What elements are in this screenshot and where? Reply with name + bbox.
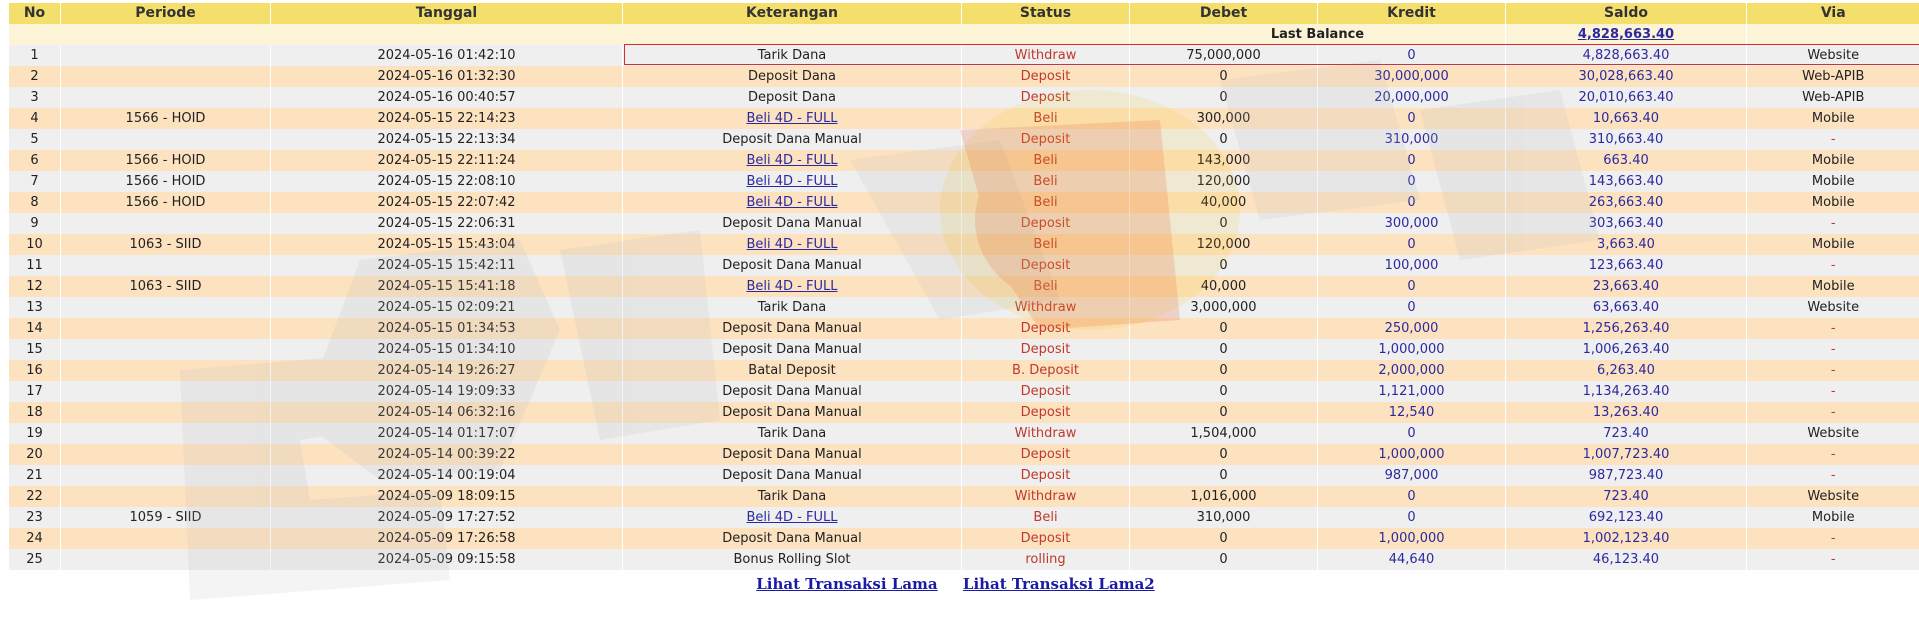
cell-debet: 1,504,000 — [1130, 423, 1318, 444]
cell-saldo: 10,663.40 — [1506, 108, 1747, 129]
table-row — [9, 486, 1919, 507]
cell-periode — [61, 444, 271, 465]
cell-status: Beli — [962, 234, 1130, 255]
cell-saldo: 1,256,263.40 — [1506, 318, 1747, 339]
cell-status: Deposit — [962, 381, 1130, 402]
cell-debet: 0 — [1130, 255, 1318, 276]
cell-tanggal: 2024-05-14 01:17:07 — [271, 423, 623, 444]
col-header-saldo: Saldo — [1506, 3, 1747, 24]
cell-kredit: 1,000,000 — [1318, 444, 1506, 465]
cell-debet: 0 — [1130, 549, 1318, 570]
cell-kredit: 0 — [1318, 486, 1506, 507]
table-row — [9, 108, 1919, 129]
last-balance-label: Last Balance — [1130, 24, 1506, 45]
cell-no: 21 — [9, 465, 61, 486]
transaction-table — [8, 3, 1919, 570]
beli-detail-link[interactable]: Beli 4D - FULL — [746, 153, 838, 168]
cell-keterangan — [623, 192, 962, 213]
table-row — [9, 465, 1919, 486]
cell-debet: 40,000 — [1130, 276, 1318, 297]
last-balance-row — [9, 24, 1919, 45]
cell-debet: 75,000,000 — [1130, 45, 1318, 66]
cell-saldo: 310,663.40 — [1506, 129, 1747, 150]
cell-via: Web-APIB — [1747, 87, 1919, 108]
cell-kredit: 250,000 — [1318, 318, 1506, 339]
cell-kredit: 0 — [1318, 171, 1506, 192]
cell-debet: 120,000 — [1130, 234, 1318, 255]
cell-debet: 120,000 — [1130, 171, 1318, 192]
link-lihat-transaksi-lama2[interactable]: Lihat Transaksi Lama2 — [962, 575, 1155, 593]
cell-keterangan: Tarik Dana — [623, 45, 962, 66]
cell-tanggal: 2024-05-09 18:09:15 — [271, 486, 623, 507]
cell-debet: 40,000 — [1130, 192, 1318, 213]
cell-keterangan: Deposit Dana — [623, 87, 962, 108]
cell-debet: 310,000 — [1130, 507, 1318, 528]
cell-keterangan — [623, 507, 962, 528]
cell-saldo: 63,663.40 — [1506, 297, 1747, 318]
cell-tanggal: 2024-05-14 00:19:04 — [271, 465, 623, 486]
table-row — [9, 171, 1919, 192]
beli-detail-link[interactable]: Beli 4D - FULL — [746, 237, 838, 252]
cell-periode — [61, 255, 271, 276]
cell-via: - — [1747, 549, 1919, 570]
col-header-keterangan: Keterangan — [623, 3, 962, 24]
table-row — [9, 150, 1919, 171]
cell-status: Beli — [962, 192, 1130, 213]
cell-periode — [61, 549, 271, 570]
table-row — [9, 423, 1919, 444]
cell-saldo: 13,263.40 — [1506, 402, 1747, 423]
table-row — [9, 297, 1919, 318]
cell-debet: 0 — [1130, 381, 1318, 402]
cell-status: Withdraw — [962, 297, 1130, 318]
cell-saldo: 723.40 — [1506, 423, 1747, 444]
cell-no: 4 — [9, 108, 61, 129]
table-row — [9, 45, 1919, 66]
table-row — [9, 66, 1919, 87]
cell-via: - — [1747, 444, 1919, 465]
cell-status: Withdraw — [962, 486, 1130, 507]
cell-status: Deposit — [962, 465, 1130, 486]
cell-tanggal: 2024-05-15 15:42:11 — [271, 255, 623, 276]
table-row — [9, 444, 1919, 465]
table-row — [9, 87, 1919, 108]
cell-debet: 300,000 — [1130, 108, 1318, 129]
cell-no: 15 — [9, 339, 61, 360]
cell-keterangan: Deposit Dana Manual — [623, 381, 962, 402]
cell-via: Website — [1747, 45, 1919, 66]
cell-no: 14 — [9, 318, 61, 339]
cell-periode — [61, 45, 271, 66]
cell-debet: 3,000,000 — [1130, 297, 1318, 318]
cell-via: - — [1747, 129, 1919, 150]
cell-kredit: 0 — [1318, 108, 1506, 129]
cell-keterangan — [623, 276, 962, 297]
cell-no: 22 — [9, 486, 61, 507]
cell-tanggal: 2024-05-16 01:42:10 — [271, 45, 623, 66]
cell-periode — [61, 528, 271, 549]
cell-keterangan: Batal Deposit — [623, 360, 962, 381]
cell-tanggal: 2024-05-09 17:27:52 — [271, 507, 623, 528]
cell-status: Deposit — [962, 213, 1130, 234]
col-header-kredit: Kredit — [1318, 3, 1506, 24]
cell-saldo: 303,663.40 — [1506, 213, 1747, 234]
table-row — [9, 213, 1919, 234]
cell-debet: 0 — [1130, 402, 1318, 423]
cell-via: Website — [1747, 423, 1919, 444]
cell-no: 18 — [9, 402, 61, 423]
cell-periode: 1063 - SIID — [61, 234, 271, 255]
cell-keterangan: Tarik Dana — [623, 423, 962, 444]
cell-periode: 1059 - SIID — [61, 507, 271, 528]
cell-keterangan — [623, 234, 962, 255]
cell-debet: 0 — [1130, 87, 1318, 108]
cell-no: 5 — [9, 129, 61, 150]
cell-status: Beli — [962, 276, 1130, 297]
cell-periode — [61, 297, 271, 318]
cell-via: Mobile — [1747, 150, 1919, 171]
cell-status: Deposit — [962, 339, 1130, 360]
col-header-debet: Debet — [1130, 3, 1318, 24]
cell-periode — [61, 318, 271, 339]
cell-via: Mobile — [1747, 192, 1919, 213]
cell-tanggal: 2024-05-15 22:06:31 — [271, 213, 623, 234]
cell-no: 12 — [9, 276, 61, 297]
cell-no: 23 — [9, 507, 61, 528]
cell-keterangan: Deposit Dana Manual — [623, 129, 962, 150]
cell-kredit: 310,000 — [1318, 129, 1506, 150]
cell-periode: 1063 - SIID — [61, 276, 271, 297]
table-header — [9, 3, 1919, 24]
cell-keterangan: Deposit Dana Manual — [623, 339, 962, 360]
cell-via: - — [1747, 402, 1919, 423]
beli-detail-link[interactable]: Beli 4D - FULL — [746, 195, 838, 210]
col-header-tanggal: Tanggal — [271, 3, 623, 24]
cell-periode — [61, 465, 271, 486]
cell-keterangan: Deposit Dana Manual — [623, 255, 962, 276]
cell-tanggal: 2024-05-15 02:09:21 — [271, 297, 623, 318]
beli-detail-link[interactable]: Beli 4D - FULL — [746, 510, 838, 525]
cell-no: 10 — [9, 234, 61, 255]
cell-keterangan: Deposit Dana Manual — [623, 318, 962, 339]
cell-no: 7 — [9, 171, 61, 192]
cell-saldo: 23,663.40 — [1506, 276, 1747, 297]
cell-debet: 0 — [1130, 318, 1318, 339]
cell-kredit: 100,000 — [1318, 255, 1506, 276]
cell-periode — [61, 129, 271, 150]
cell-debet: 0 — [1130, 465, 1318, 486]
cell-saldo: 3,663.40 — [1506, 234, 1747, 255]
cell-tanggal: 2024-05-09 09:15:58 — [271, 549, 623, 570]
cell-debet: 0 — [1130, 360, 1318, 381]
cell-debet: 0 — [1130, 528, 1318, 549]
cell-kredit: 0 — [1318, 507, 1506, 528]
cell-no: 9 — [9, 213, 61, 234]
cell-kredit: 2,000,000 — [1318, 360, 1506, 381]
cell-kredit: 0 — [1318, 297, 1506, 318]
table-row — [9, 507, 1919, 528]
cell-status: Deposit — [962, 255, 1130, 276]
cell-status: Deposit — [962, 444, 1130, 465]
table-row — [9, 549, 1919, 570]
cell-periode — [61, 66, 271, 87]
beli-detail-link[interactable]: Beli 4D - FULL — [746, 174, 838, 189]
cell-keterangan — [623, 108, 962, 129]
cell-kredit: 300,000 — [1318, 213, 1506, 234]
cell-debet: 0 — [1130, 339, 1318, 360]
cell-periode — [61, 339, 271, 360]
cell-debet: 0 — [1130, 129, 1318, 150]
cell-saldo: 663.40 — [1506, 150, 1747, 171]
cell-tanggal: 2024-05-15 22:11:24 — [271, 150, 623, 171]
cell-tanggal: 2024-05-15 15:41:18 — [271, 276, 623, 297]
cell-via: - — [1747, 381, 1919, 402]
cell-status: Beli — [962, 171, 1130, 192]
cell-via: Website — [1747, 486, 1919, 507]
cell-via: Web-APIB — [1747, 66, 1919, 87]
cell-kredit: 0 — [1318, 45, 1506, 66]
cell-no: 11 — [9, 255, 61, 276]
cell-saldo: 987,723.40 — [1506, 465, 1747, 486]
cell-periode: 1566 - HOID — [61, 108, 271, 129]
cell-tanggal: 2024-05-16 00:40:57 — [271, 87, 623, 108]
cell-status: Deposit — [962, 318, 1130, 339]
beli-detail-link[interactable]: Beli 4D - FULL — [746, 111, 838, 126]
cell-keterangan: Deposit Dana Manual — [623, 465, 962, 486]
cell-via: - — [1747, 255, 1919, 276]
cell-keterangan: Deposit Dana Manual — [623, 444, 962, 465]
cell-status: B. Deposit — [962, 360, 1130, 381]
cell-saldo: 1,006,263.40 — [1506, 339, 1747, 360]
cell-saldo: 123,663.40 — [1506, 255, 1747, 276]
cell-kredit: 0 — [1318, 150, 1506, 171]
cell-tanggal: 2024-05-16 01:32:30 — [271, 66, 623, 87]
cell-kredit: 987,000 — [1318, 465, 1506, 486]
cell-tanggal: 2024-05-14 06:32:16 — [271, 402, 623, 423]
cell-status: Beli — [962, 507, 1130, 528]
table-row — [9, 339, 1919, 360]
cell-kredit: 0 — [1318, 276, 1506, 297]
cell-keterangan: Deposit Dana Manual — [623, 213, 962, 234]
cell-saldo: 4,828,663.40 — [1506, 45, 1747, 66]
cell-tanggal: 2024-05-09 17:26:58 — [271, 528, 623, 549]
cell-status: Withdraw — [962, 45, 1130, 66]
cell-kredit: 30,000,000 — [1318, 66, 1506, 87]
cell-periode — [61, 423, 271, 444]
cell-no: 16 — [9, 360, 61, 381]
cell-periode: 1566 - HOID — [61, 171, 271, 192]
cell-no: 8 — [9, 192, 61, 213]
cell-periode — [61, 381, 271, 402]
cell-tanggal: 2024-05-15 22:08:10 — [271, 171, 623, 192]
cell-debet: 0 — [1130, 213, 1318, 234]
cell-keterangan: Deposit Dana Manual — [623, 402, 962, 423]
cell-kredit: 20,000,000 — [1318, 87, 1506, 108]
cell-no: 17 — [9, 381, 61, 402]
table-row — [9, 381, 1919, 402]
cell-status: Deposit — [962, 402, 1130, 423]
cell-kredit: 1,121,000 — [1318, 381, 1506, 402]
cell-periode — [61, 87, 271, 108]
cell-keterangan: Tarik Dana — [623, 297, 962, 318]
cell-status: Beli — [962, 108, 1130, 129]
cell-kredit: 12,540 — [1318, 402, 1506, 423]
cell-keterangan — [623, 171, 962, 192]
cell-debet: 1,016,000 — [1130, 486, 1318, 507]
cell-keterangan: Tarik Dana — [623, 486, 962, 507]
beli-detail-link[interactable]: Beli 4D - FULL — [746, 279, 838, 294]
cell-keterangan: Deposit Dana Manual — [623, 528, 962, 549]
cell-periode — [61, 486, 271, 507]
cell-tanggal: 2024-05-14 19:26:27 — [271, 360, 623, 381]
col-header-status: Status — [962, 3, 1130, 24]
cell-no: 20 — [9, 444, 61, 465]
cell-via: - — [1747, 360, 1919, 381]
cell-via: - — [1747, 465, 1919, 486]
cell-periode: 1566 - HOID — [61, 150, 271, 171]
cell-via: Mobile — [1747, 171, 1919, 192]
cell-via: Mobile — [1747, 234, 1919, 255]
cell-via: - — [1747, 339, 1919, 360]
cell-via: - — [1747, 528, 1919, 549]
table-row — [9, 192, 1919, 213]
cell-tanggal: 2024-05-15 01:34:10 — [271, 339, 623, 360]
cell-tanggal: 2024-05-14 00:39:22 — [271, 444, 623, 465]
last-balance-value: 4,828,663.40 — [1506, 24, 1747, 45]
cell-periode — [61, 213, 271, 234]
cell-no: 24 — [9, 528, 61, 549]
cell-saldo: 1,134,263.40 — [1506, 381, 1747, 402]
cell-status: Deposit — [962, 528, 1130, 549]
cell-status: rolling — [962, 549, 1130, 570]
cell-keterangan: Deposit Dana — [623, 66, 962, 87]
cell-saldo: 1,007,723.40 — [1506, 444, 1747, 465]
cell-via: Mobile — [1747, 507, 1919, 528]
cell-no: 25 — [9, 549, 61, 570]
cell-saldo: 143,663.40 — [1506, 171, 1747, 192]
col-header-via: Via — [1747, 3, 1919, 24]
cell-no: 13 — [9, 297, 61, 318]
cell-tanggal: 2024-05-15 01:34:53 — [271, 318, 623, 339]
cell-tanggal: 2024-05-15 22:14:23 — [271, 108, 623, 129]
cell-tanggal: 2024-05-14 19:09:33 — [271, 381, 623, 402]
table-row — [9, 129, 1919, 150]
cell-kredit: 1,000,000 — [1318, 339, 1506, 360]
cell-tanggal: 2024-05-15 15:43:04 — [271, 234, 623, 255]
cell-kredit: 0 — [1318, 423, 1506, 444]
table-row — [9, 528, 1919, 549]
cell-via: - — [1747, 213, 1919, 234]
cell-status: Deposit — [962, 66, 1130, 87]
cell-status: Withdraw — [962, 423, 1130, 444]
cell-keterangan: Bonus Rolling Slot — [623, 549, 962, 570]
cell-via: Website — [1747, 297, 1919, 318]
cell-periode — [61, 360, 271, 381]
cell-saldo: 723.40 — [1506, 486, 1747, 507]
cell-status: Deposit — [962, 129, 1130, 150]
cell-saldo: 6,263.40 — [1506, 360, 1747, 381]
cell-keterangan — [623, 150, 962, 171]
cell-debet: 0 — [1130, 444, 1318, 465]
table-row — [9, 234, 1919, 255]
cell-status: Beli — [962, 150, 1130, 171]
table-row — [9, 318, 1919, 339]
cell-saldo: 1,002,123.40 — [1506, 528, 1747, 549]
cell-kredit: 44,640 — [1318, 549, 1506, 570]
cell-no: 2 — [9, 66, 61, 87]
table-row — [9, 255, 1919, 276]
cell-debet: 143,000 — [1130, 150, 1318, 171]
col-header-no: No — [9, 3, 61, 24]
cell-no: 19 — [9, 423, 61, 444]
cell-via: Mobile — [1747, 276, 1919, 297]
table-row — [9, 276, 1919, 297]
cell-via: - — [1747, 318, 1919, 339]
link-lihat-transaksi-lama[interactable]: Lihat Transaksi Lama — [756, 575, 938, 593]
cell-saldo: 46,123.40 — [1506, 549, 1747, 570]
cell-kredit: 1,000,000 — [1318, 528, 1506, 549]
table-row — [9, 402, 1919, 423]
cell-tanggal: 2024-05-15 22:07:42 — [271, 192, 623, 213]
cell-no: 6 — [9, 150, 61, 171]
cell-status: Deposit — [962, 87, 1130, 108]
cell-periode: 1566 - HOID — [61, 192, 271, 213]
cell-saldo: 263,663.40 — [1506, 192, 1747, 213]
cell-saldo: 30,028,663.40 — [1506, 66, 1747, 87]
cell-debet: 0 — [1130, 66, 1318, 87]
table-row — [9, 360, 1919, 381]
col-header-periode: Periode — [61, 3, 271, 24]
footer-links — [0, 575, 1911, 593]
cell-via: Mobile — [1747, 108, 1919, 129]
cell-no: 3 — [9, 87, 61, 108]
cell-tanggal: 2024-05-15 22:13:34 — [271, 129, 623, 150]
cell-no: 1 — [9, 45, 61, 66]
cell-saldo: 20,010,663.40 — [1506, 87, 1747, 108]
cell-kredit: 0 — [1318, 192, 1506, 213]
cell-periode — [61, 402, 271, 423]
cell-kredit: 0 — [1318, 234, 1506, 255]
cell-saldo: 692,123.40 — [1506, 507, 1747, 528]
